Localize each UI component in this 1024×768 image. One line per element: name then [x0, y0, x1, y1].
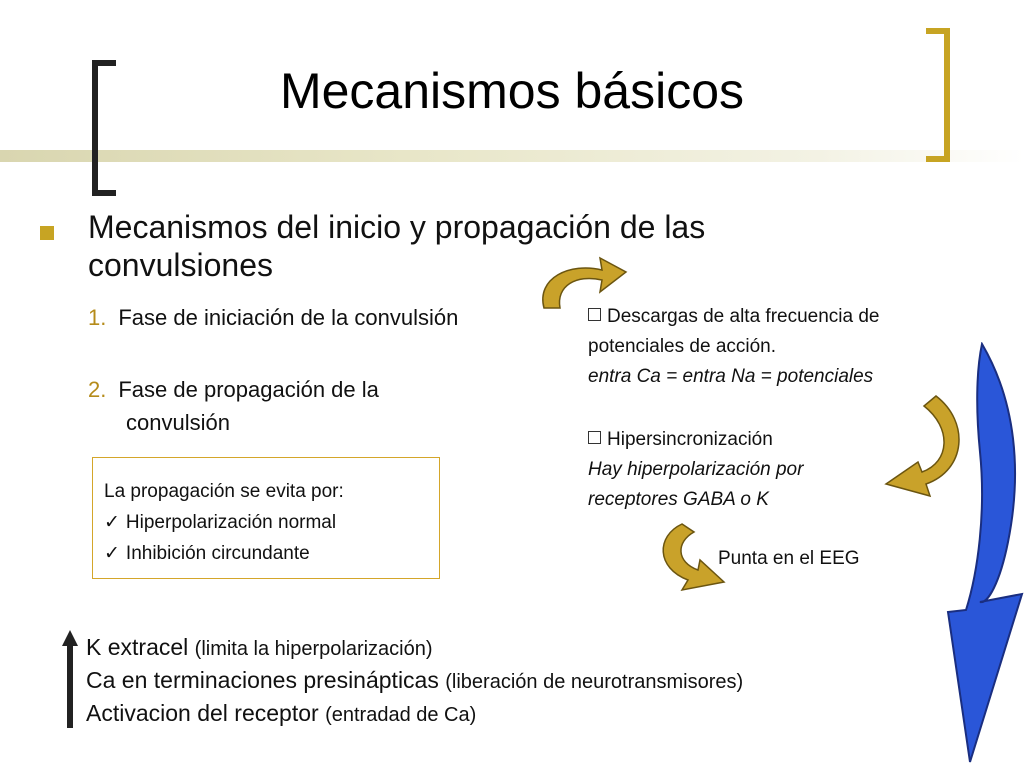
phase-number: 2.	[88, 377, 107, 402]
main-bullet-line1: Mecanismos del inicio y propagación de las	[88, 209, 706, 245]
checkmark-icon: ✓	[104, 512, 120, 533]
bottom-line: K extracel (limita la hiperpolarización)	[86, 634, 433, 660]
bottom-list	[86, 632, 743, 731]
bottom-line: Ca en terminaciones presinápticas (liberación de neurotransmisores)	[86, 667, 744, 693]
propagation-item: ✓ Inhibición circundante	[104, 543, 310, 564]
phase-text: Fase de iniciación de la convulsión	[118, 305, 459, 330]
curved-arrow-icon	[530, 248, 630, 312]
right-item-2	[588, 425, 803, 515]
phase-item-1	[88, 305, 458, 331]
right-item2-title: Hipersincronización	[607, 429, 773, 450]
propagation-heading: La propagación se evita por:	[104, 481, 344, 502]
blue-down-arrow-icon	[930, 342, 1024, 768]
phase-number: 1.	[88, 305, 107, 330]
phase-item-2	[88, 373, 379, 439]
phase-text: Fase de propagación de la	[118, 377, 379, 402]
right-item2-note-line1: Hay hiperpolarización por	[588, 459, 804, 480]
main-bullet-text	[88, 208, 888, 284]
curved-arrow-icon	[648, 520, 732, 594]
right-item2-note-line2: receptores GABA o K	[588, 489, 769, 510]
right-item1-line1: Descargas de alta frecuencia de	[607, 306, 880, 327]
right-item-1	[588, 302, 880, 392]
checkbox-bullet-icon	[588, 431, 601, 444]
main-bullet-line2: convulsiones	[88, 247, 273, 283]
right-item1-line2: potenciales de acción.	[588, 336, 777, 357]
propagation-item: ✓ Hiperpolarización normal	[104, 512, 337, 533]
phase-text-continued: convulsión	[126, 410, 230, 435]
right-item1-note: entra Ca = entra Na = potenciales	[588, 366, 874, 387]
bullet-square-icon	[40, 226, 54, 240]
propagation-box-content	[104, 476, 344, 569]
checkmark-icon: ✓	[104, 543, 120, 564]
up-arrow-icon	[58, 628, 82, 730]
title-underline-bar	[0, 150, 1024, 162]
eeg-label: Punta en el EEG	[718, 548, 860, 569]
slide-title: Mecanismos básicos	[279, 63, 745, 119]
bottom-line: Activacion del receptor (entradad de Ca)	[86, 700, 477, 726]
